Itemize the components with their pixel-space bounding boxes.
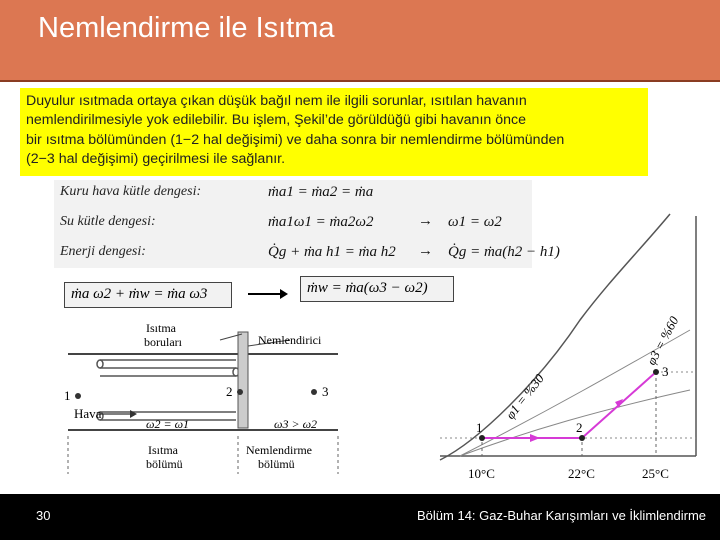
- omega-label: ω2 = ω1: [146, 417, 190, 431]
- phi3-label: φ3 = %60: [643, 313, 682, 368]
- humidifier-label: Nemlendirici: [258, 333, 322, 347]
- chapter-title: Bölüm 14: Gaz-Buhar Karışımları ve İklimlendirme: [417, 508, 706, 523]
- eq-label-water: Su kütle dengesi:: [60, 214, 156, 229]
- humidifier-pipe-icon: [238, 332, 248, 428]
- eq-label-dry-air: Kuru hava kütle dengesi:: [60, 184, 202, 199]
- page-number: 30: [36, 508, 51, 523]
- slide-title: Nemlendirme ile Isıtma: [38, 12, 335, 44]
- state-label: 1: [64, 388, 71, 403]
- intro-line: Duyulur ısıtmada ortaya çıkan düşük bağıl nem ile ilgili sorunlar, ısıtılan havanın: [26, 93, 527, 109]
- intro-text-box: [20, 88, 648, 176]
- chart-point-label: 1: [476, 420, 483, 435]
- heating-section-label: Isıtma: [148, 443, 178, 457]
- intro-line: bir ısıtma bölümünden (1−2 hal değişimi) ve daha sonra bir nemlendirme bölümünden: [26, 131, 565, 148]
- eq-water-balance: ṁa1ω1 = ṁa2ω2: [268, 214, 374, 230]
- humidifier-balance-box: ṁa ω2 + ṁw = ṁa ω3: [64, 282, 232, 308]
- omega-label: ω3 > ω2: [274, 417, 318, 431]
- water-rate-box: ṁw = ṁa(ω3 − ω2): [300, 276, 454, 302]
- psychrometric-chart: [420, 210, 710, 492]
- heating-coils-icon: [97, 360, 239, 420]
- footer-right: [360, 494, 720, 540]
- temp-label: 22°C: [568, 466, 595, 481]
- eq-arrow: →: [418, 213, 433, 229]
- heating-coils-label: boruları: [144, 335, 182, 349]
- state-label: 2: [226, 384, 233, 399]
- footer-bar: [0, 494, 720, 540]
- eq-dry-air-balance: ṁa1 = ṁa2 = ṁa: [268, 184, 374, 200]
- chart-point-label: 2: [576, 420, 583, 435]
- heating-section-label: bölümü: [146, 457, 183, 471]
- air-label: Hava: [74, 406, 102, 421]
- implies-arrow: [246, 286, 290, 302]
- humidifying-section-label: bölümü: [258, 457, 295, 471]
- eq-energy-balance: Q̇g + ṁa h1 = ṁa h2: [268, 244, 396, 260]
- eq-arrow: →: [418, 243, 433, 259]
- temp-label: 25°C: [642, 466, 669, 481]
- title-bar: [0, 0, 720, 82]
- schematic-diagram: [60, 312, 350, 494]
- eq-energy-result: Q̇g = ṁa(h2 − h1): [448, 244, 560, 260]
- chart-point-label: 3: [662, 364, 669, 379]
- eq-label-energy: Enerji dengesi:: [60, 244, 146, 259]
- state-label: 3: [322, 384, 329, 399]
- temp-label: 10°C: [468, 466, 495, 481]
- intro-line: (2−3 hal değişimi) geçirilmesi ile sağlanır.: [26, 151, 286, 168]
- intro-line: nemlendirilmesiyle yok edilebilir. Bu işlem, Şekil’de görüldüğü gibi havanın önce: [26, 112, 526, 129]
- phi1-label: φ1 = %30: [502, 371, 547, 422]
- footer-left: [0, 494, 360, 540]
- eq-water-result: ω1 = ω2: [448, 214, 502, 230]
- humidifying-section-label: Nemlendirme: [246, 443, 312, 457]
- heating-coils-label: Isıtma: [146, 321, 176, 335]
